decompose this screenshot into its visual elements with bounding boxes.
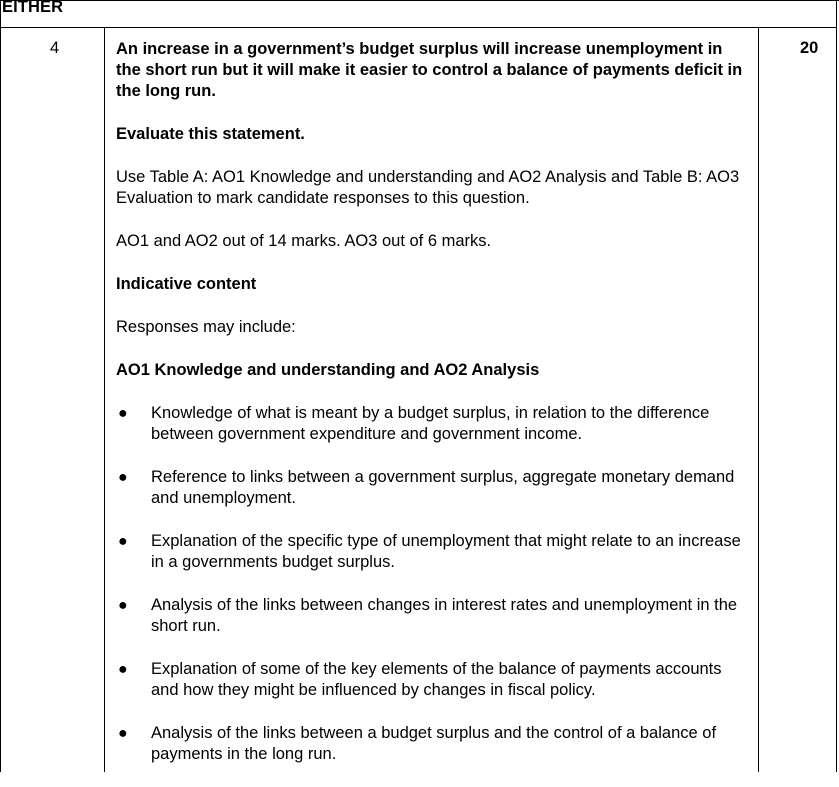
- bullet-icon: ●: [118, 533, 128, 550]
- question-number: 4: [50, 39, 60, 57]
- indicative-heading: Indicative content: [116, 275, 257, 293]
- bullet-icon: ●: [118, 597, 128, 614]
- table-right-border: [836, 0, 837, 772]
- list-item-text: Analysis of the links between a budget surplus and the control of a balance of payments in the long run.: [151, 724, 717, 763]
- responses-intro: Responses may include:: [116, 318, 296, 336]
- list-item-text: Explanation of some of the key elements of the balance of payments accounts and how they might be influenced by changes in fiscal policy.: [151, 660, 722, 699]
- table-top-border: [0, 0, 839, 1]
- marks-column-divider: [758, 28, 759, 772]
- bullet-icon: ●: [118, 469, 128, 486]
- question-marks: 20: [800, 39, 819, 57]
- list-item: [116, 659, 746, 701]
- list-item: [116, 531, 746, 573]
- number-column-divider: [104, 28, 105, 772]
- question-instruction: Evaluate this statement.: [116, 125, 305, 143]
- list-item-text: Explanation of the specific type of unemployment that might relate to an increase in a governments budget surplus.: [151, 532, 741, 571]
- list-item: [116, 403, 746, 445]
- bullet-icon: ●: [118, 661, 128, 678]
- bullet-icon: ●: [118, 405, 128, 422]
- question-statement: An increase in a government’s budget surplus will increase unemployment in the short run but it will make it easier to control a balance of payments deficit in the long run.: [116, 40, 743, 100]
- indicative-points-list: [116, 403, 746, 765]
- table-left-border: [0, 0, 1, 772]
- list-item: [116, 723, 746, 765]
- question-content: [116, 39, 746, 787]
- list-item: [116, 595, 746, 637]
- list-item-text: Analysis of the links between changes in interest rates and unemployment in the short run.: [151, 596, 738, 635]
- list-item-text: Knowledge of what is meant by a budget surplus, in relation to the difference between government expenditure and government income.: [151, 404, 710, 443]
- marks-split: AO1 and AO2 out of 14 marks. AO3 out of 6 marks.: [116, 232, 492, 250]
- header-divider: [0, 27, 837, 28]
- bullet-icon: ●: [118, 725, 128, 742]
- tables-note: Use Table A: AO1 Knowledge and understanding and AO2 Analysis and Table B: AO3 Evaluation to mark candidate responses to this question.: [116, 168, 740, 207]
- list-item-text: Reference to links between a government surplus, aggregate monetary demand and unemployment.: [151, 468, 735, 507]
- list-item: [116, 467, 746, 509]
- section-label: EITHER: [2, 0, 64, 16]
- ao-heading: AO1 Knowledge and understanding and AO2 Analysis: [116, 361, 540, 379]
